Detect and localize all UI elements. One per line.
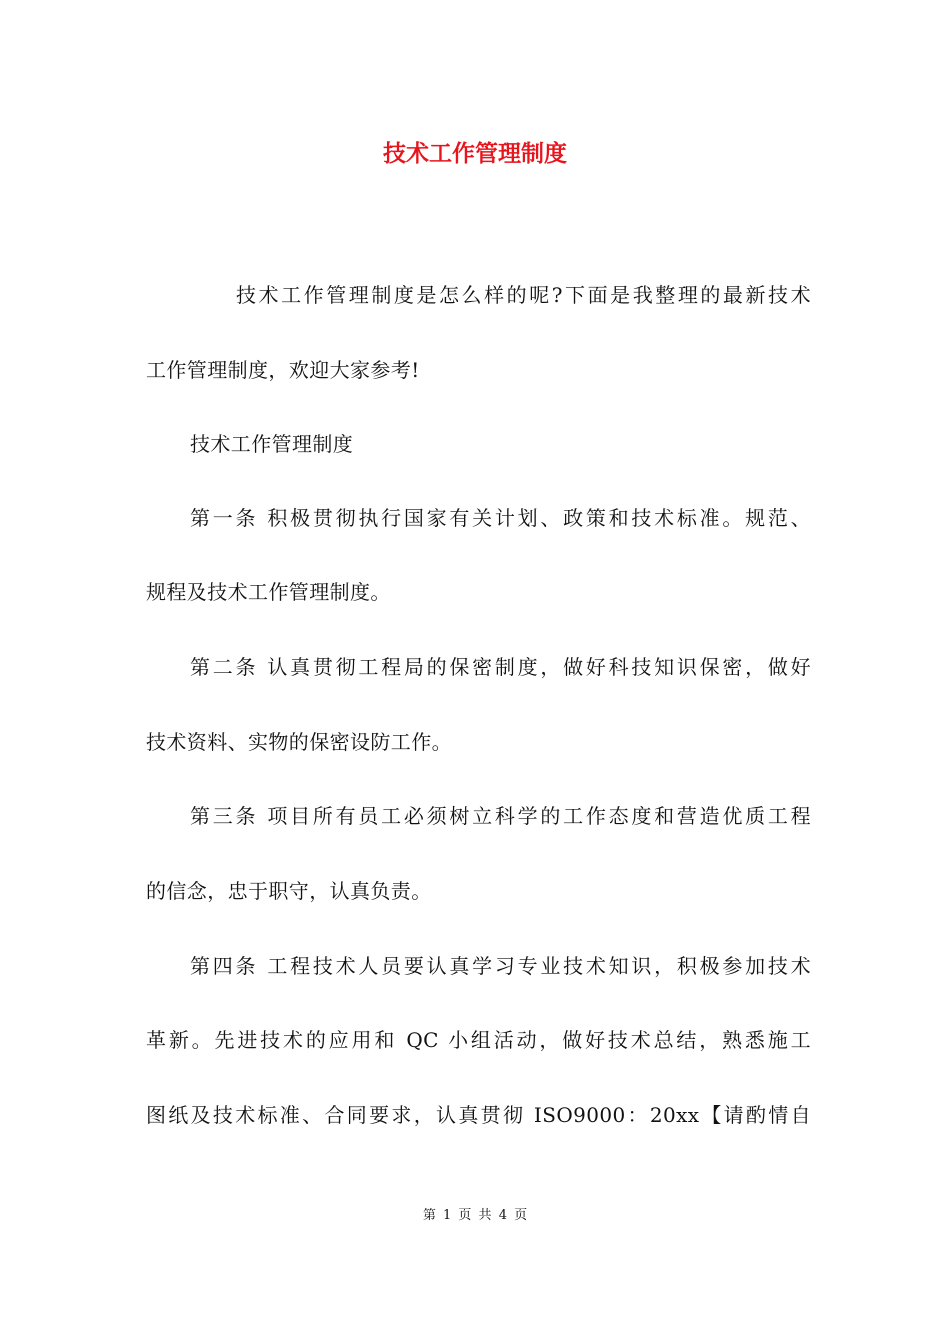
intro-line-1: 技术工作管理制度是怎么样的呢?下面是我整理的最新技术	[236, 283, 811, 307]
document-title: 技术工作管理制度	[383, 141, 567, 167]
article-3-line-2: 的信念，忠于职守，认真负责。	[146, 879, 432, 903]
article-2-line-2: 技术资料、实物的保密设防工作。	[146, 730, 452, 754]
article-1-line-1: 第一条 积极贯彻执行国家有关计划、政策和技术标准。规范、	[190, 506, 811, 530]
article-4-line-2: 革新。先进技术的应用和 QC 小组活动，做好技术总结，熟悉施工	[146, 1028, 811, 1052]
article-4-line-3: 图纸及技术标准、合同要求，认真贯彻 ISO9000：20xx【请酌情自	[146, 1103, 811, 1127]
page-number-footer: 第 1 页 共 4 页	[422, 1208, 528, 1223]
article-4-line-1: 第四条 工程技术人员要认真学习专业技术知识，积极参加技术	[190, 954, 811, 978]
article-3-line-1: 第三条 项目所有员工必须树立科学的工作态度和营造优质工程	[190, 804, 811, 828]
section-heading: 技术工作管理制度	[190, 432, 354, 456]
article-1-line-2: 规程及技术工作管理制度。	[146, 580, 391, 604]
article-2-line-1: 第二条 认真贯彻工程局的保密制度，做好科技知识保密，做好	[190, 655, 811, 679]
intro-line-2: 工作管理制度，欢迎大家参考!	[146, 358, 420, 382]
